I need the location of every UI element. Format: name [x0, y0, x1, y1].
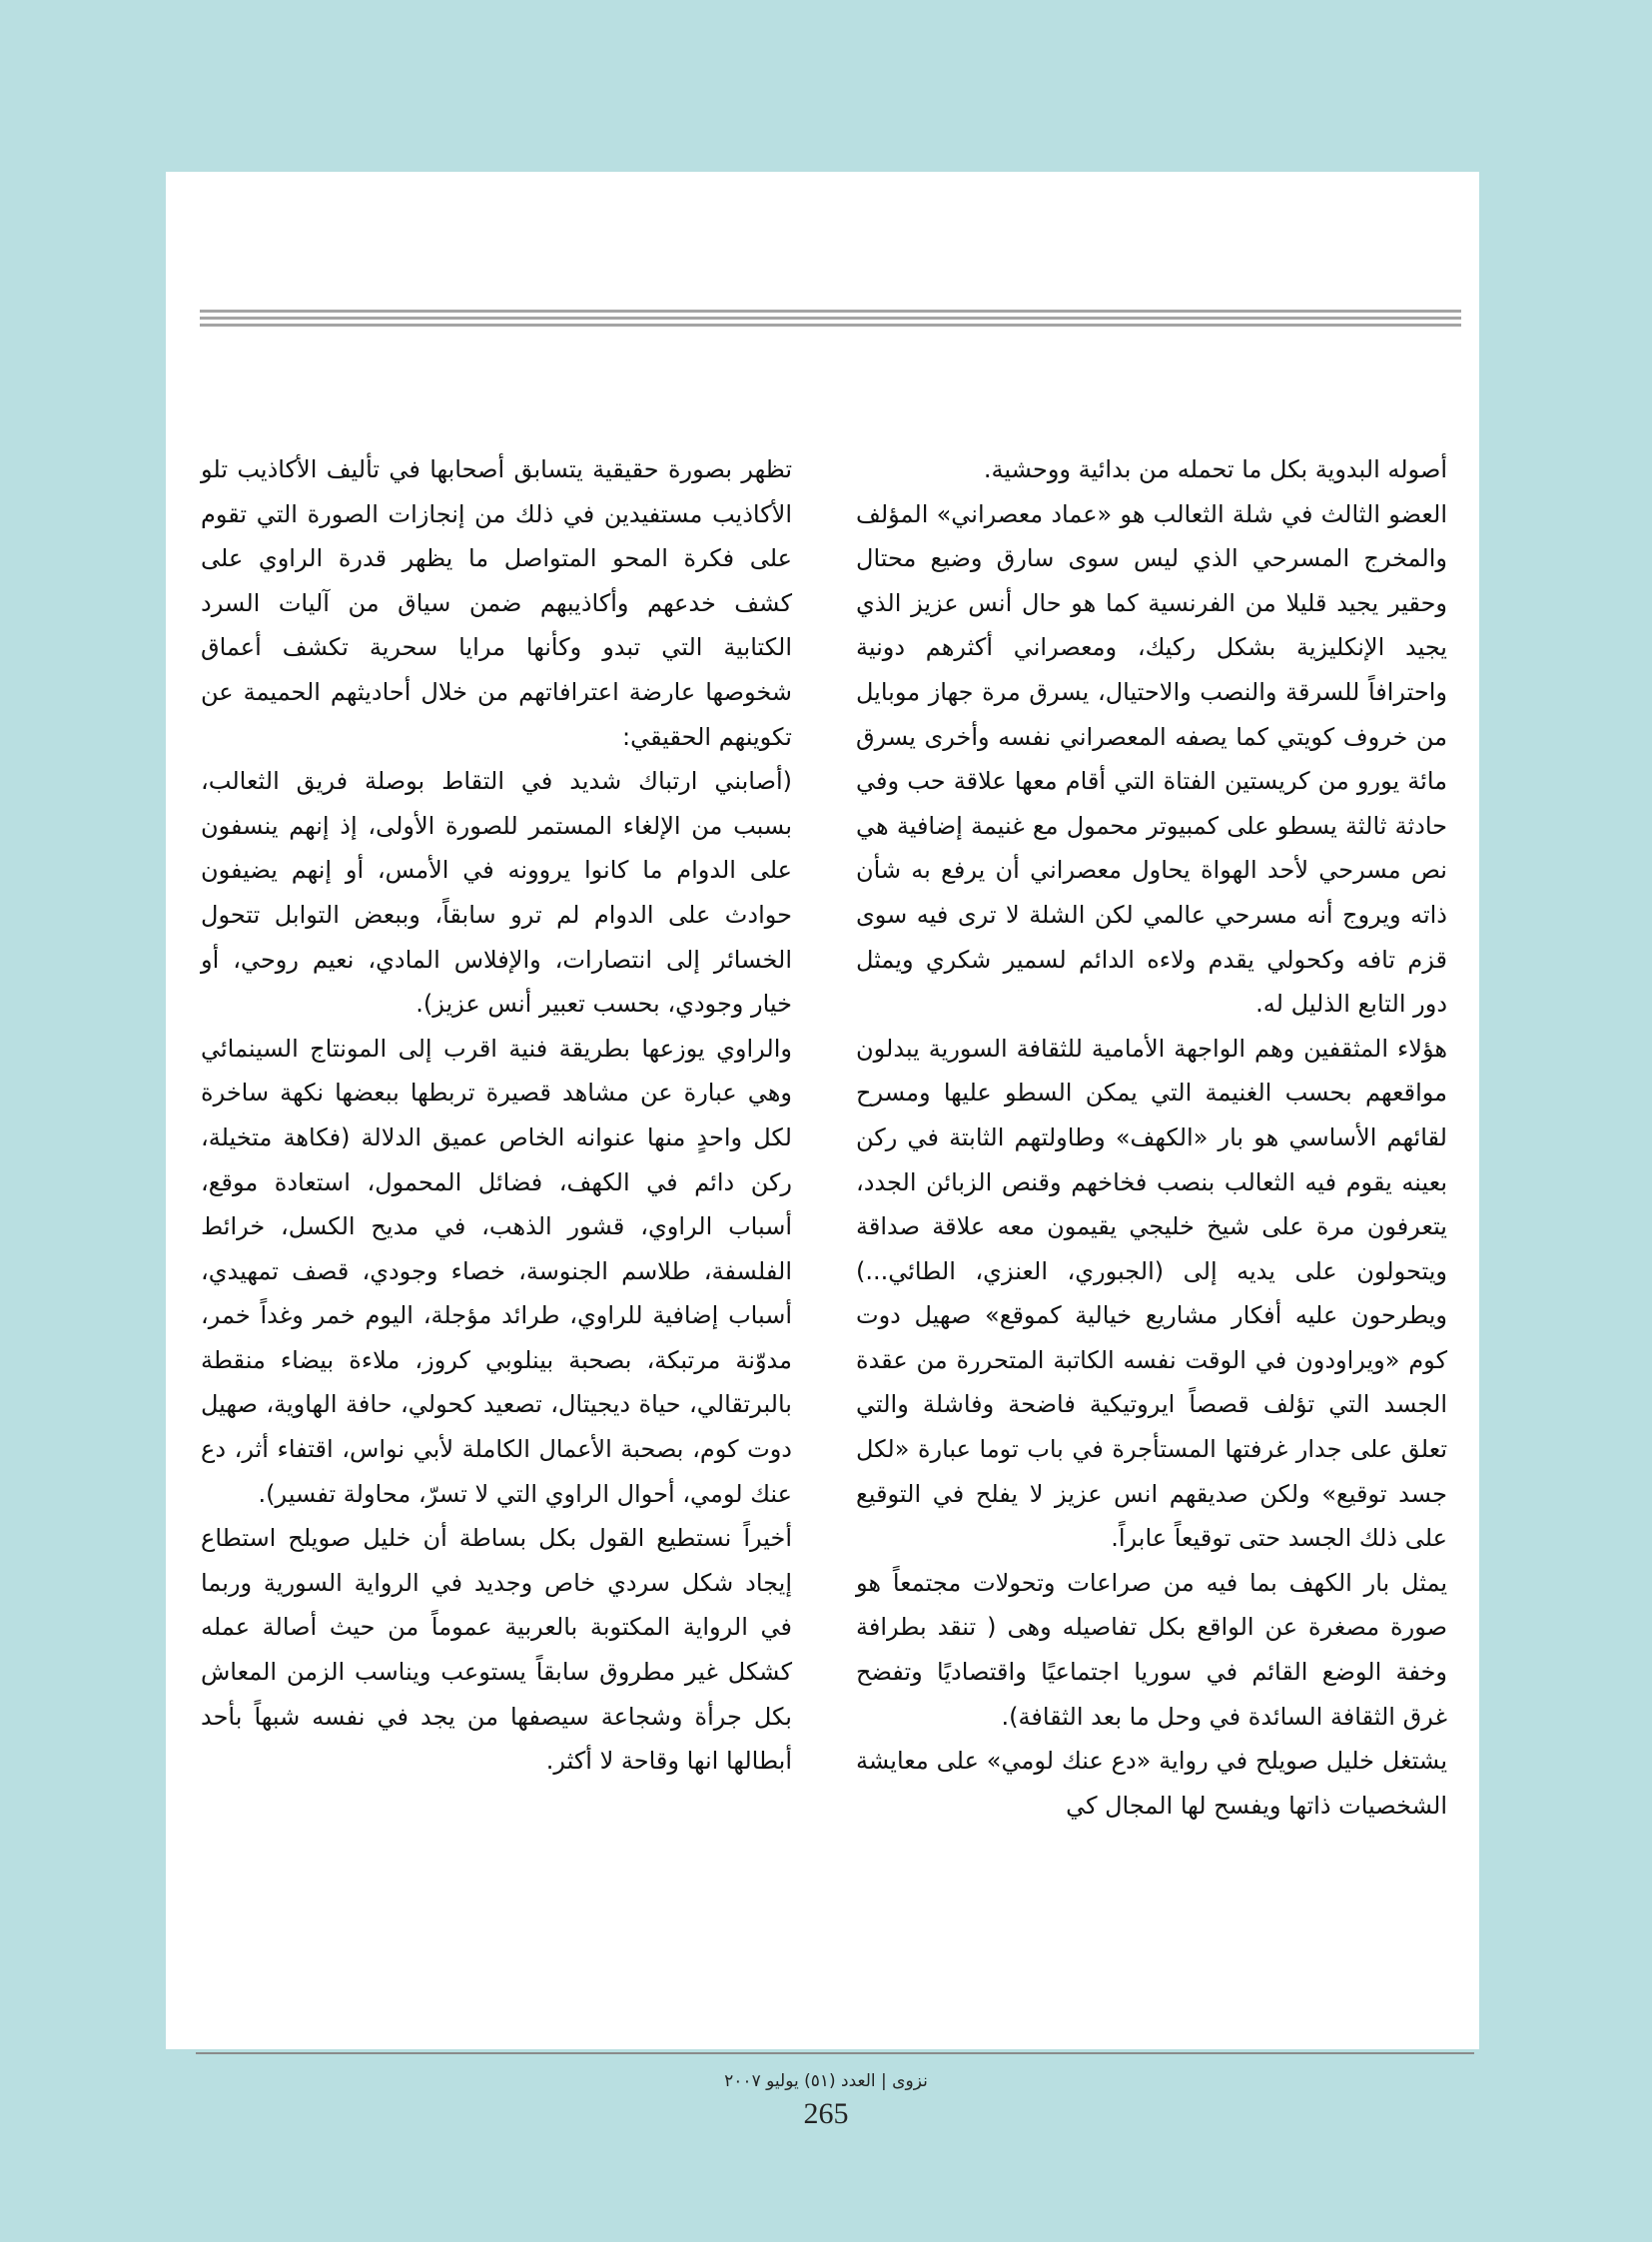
page-number: 265 [803, 2097, 849, 2130]
rule-line [200, 310, 1461, 313]
paragraph: يشتغل خليل صويلح في رواية «دع عنك لومي» على معايشة الشخصيات ذاتها ويفسح لها المجال كي [856, 1747, 1447, 1820]
issue-info: نزوى | العدد (٥١) يوليو ٢٠٠٧ [724, 2071, 928, 2091]
paragraph: هؤلاء المثقفين وهم الواجهة الأمامية للثقافة السورية يبدلون مواقعهم بحسب الغنيمة التي يمكن السطو عليها ومسرح لقائهم الأساسي هو بار «الكهف» وطاولتهم الثابتة في ركن بعينه يقوم فيه الثعالب بنصب فخاخهم وقنص الزبائن الجدد، يتعرفون مرة على شيخ خليجي يقيمون معه علاقة صداقة ويتحولون على يديه إلى (الجبوري، العنزي، الطائي...) ويطرحون عليه أفكار مشاريع خيالية كموقع» صهيل دوت كوم «ويراودون في الوقت نفسه الكاتبة المتحررة من عقدة الجسد التي تؤلف قصصاً ايروتيكية فاضحة وفاشلة والتي تعلق على جدار غرفتها المستأجرة في باب توما عبارة «لكل جسد توقيع» ولكن صديقهم انس عزيز لا يفلح في التوقيع على ذلك الجسد حتى توقيعاً عابراً. [856, 1034, 1447, 1553]
article-column-right [856, 447, 1447, 1828]
paragraph: والراوي يوزعها بطريقة فنية اقرب إلى المونتاج السينمائي وهي عبارة عن مشاهد قصيرة تربطها ببعضها نكهة ساخرة لكل واحدٍ منها عنوانه الخاص عميق الدلالة (فكاهة متخيلة، ركن دائم في الكهف، فضائل المحمول، استعادة موقع، أسباب الراوي، قشور الذهب، في مديح الكسل، خرائط الفلسفة، طلاسم الجنوسة، خصاء وجودي، قصف تمهيدي، أسباب إضافية للراوي، طرائد مؤجلة، اليوم خمر وغداً خمر، مدوّنة مرتبكة، بصحبة بينلوبي كروز، ملاءة بيضاء منقطة بالبرتقالي، حياة ديجيتال، تصعيد كحولي، حافة الهاوية، صهيل دوت كوم، بصحبة الأعمال الكاملة لأبي نواس، اقتفاء أثر، دع عنك لومي، أحوال الراوي التي لا تسرّ، محاولة تفسير). [201, 1034, 792, 1508]
article-column-left [201, 447, 792, 1784]
page-sheet [166, 172, 1479, 2049]
paragraph: أخيراً نستطيع القول بكل بساطة أن خليل صويلح استطاع إيجاد شكل سردي خاص وجديد في الرواية السورية وربما في الرواية المكتوبة بالعربية عموماً من حيث أصالة عمله كشكل غير مطروق سابقاً يستوعب ويناسب الزمن المعاش بكل جرأة وشجاعة سيصفها من يجد في نفسه شبهاً بأحد أبطالها انها وقاحة لا أكثر. [201, 1524, 792, 1776]
paragraph: تظهر بصورة حقيقية يتسابق أصحابها في تأليف الأكاذيب تلو الأكاذيب مستفيدين في ذلك من إنجازات الصورة التي تقوم على فكرة المحو المتواصل ما يظهر قدرة الراوي على كشف خدعهم وأكاذيبهم ضمن سياق من آليات السرد الكتابية التي تبدو وكأنها مرايا سحرية تكشف أعماق شخوصها عارضة اعترافاتهم من خلال أحاديثهم الحميمة عن تكوينهم الحقيقي: [201, 455, 792, 751]
paragraph: يمثل بار الكهف بما فيه من صراعات وتحولات مجتمعاً هو صورة مصغرة عن الواقع بكل تفاصيله وهى ( تنقد بطرافة وخفة الوضع القائم في سوريا اجتماعيًا واقتصاديًا وتفضح غرق الثقافة السائدة في وحل ما بعد الثقافة). [856, 1568, 1447, 1731]
paragraph: أصوله البدوية بكل ما تحمله من بدائية ووحشية. [983, 455, 1447, 483]
rule-line [200, 317, 1461, 320]
paragraph: (أصابني ارتباك شديد في التقاط بوصلة فريق الثعالب، بسبب من الإلغاء المستمر للصورة الأولى، إذ إنهم ينسفون على الدوام ما كانوا يروونه في الأمس، أو إنهم يضيفون حوادث على الدوام لم ترو سابقاً، وببعض التوابل تتحول الخسائر إلى انتصارات، والإفلاس المادي، نعيم روحي، أو خيار وجودي، بحسب تعبير أنس عزيز). [201, 767, 792, 1019]
rule-line [200, 324, 1461, 327]
paragraph: العضو الثالث في شلة الثعالب هو «عماد معصراني» المؤلف والمخرج المسرحي الذي ليس سوى سارق وضيع محتال وحقير يجيد قليلا من الفرنسية كما هو حال أنس عزيز الذي يجيد الإنكليزية بشكل ركيك، ومعصراني أكثرهم دونية واحترافاً للسرقة والنصب والاحتيال، يسرق مرة جهاز موبايل من خروف كويتي كما يصفه المعصراني نفسه وأخرى يسرق مائة يورو من كريستين الفتاة التي أقام معها علاقة حب وفي حادثة ثالثة يسطو على كمبيوتر محمول مع غنيمة إضافية هي نص مسرحي لأحد الهواة يحاول معصراني أن يرفع به شأن ذاته ويروج أنه مسرحي عالمي لكن الشلة لا ترى فيه سوى قزم تافه وكحولي يقدم ولاءه الدائم لسمير شكري ويمثل دور التابع الذليل له. [856, 499, 1447, 1019]
header-rules [200, 310, 1461, 334]
footer-divider [196, 2052, 1474, 2054]
